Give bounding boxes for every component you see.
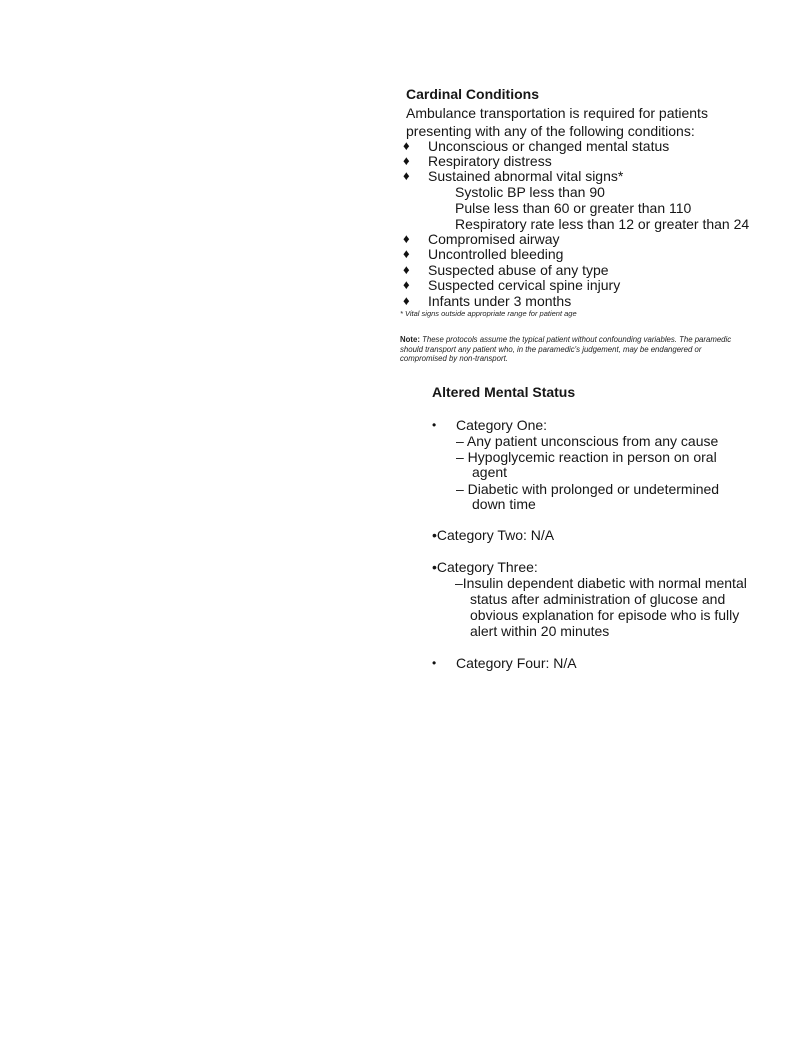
cardinal-intro-line-2: presenting with any of the following conditions: — [406, 123, 695, 139]
category-three-line: status after administration of glucose and — [470, 591, 726, 607]
cardinal-item: Uncontrolled bleeding — [428, 246, 564, 262]
diamond-bullet-icon: ♦ — [403, 262, 410, 277]
diamond-bullet-icon: ♦ — [403, 168, 410, 183]
cardinal-item: Sustained abnormal vital signs* — [428, 168, 624, 184]
cardinal-item: Suspected abuse of any type — [428, 262, 609, 278]
diamond-bullet-icon: ♦ — [403, 277, 410, 292]
cardinal-item: Compromised airway — [428, 231, 560, 247]
bullet-icon: • — [432, 418, 437, 432]
note-text: These protocols assume the typical patient without confounding variables. The paramedic should transport any patient who, in the paramedic's judgement, may be endangered or compromised by non-transport. — [400, 335, 732, 363]
category-two: •Category Two: N/A — [432, 527, 555, 543]
cardinal-item: Infants under 3 months — [428, 293, 572, 309]
vital-sign-criterion: Pulse less than 60 or greater than 110 — [455, 200, 692, 216]
diamond-bullet-icon: ♦ — [403, 138, 410, 153]
protocol-note — [400, 335, 750, 364]
category-one-item: – Hypoglycemic reaction in person on oral — [456, 449, 717, 465]
altered-mental-status-heading: Altered Mental Status — [432, 384, 576, 400]
cardinal-conditions-heading: Cardinal Conditions — [406, 86, 539, 102]
category-one-item: – Any patient unconscious from any cause — [456, 433, 719, 449]
cardinal-item: Respiratory distress — [428, 153, 552, 169]
diamond-bullet-icon: ♦ — [403, 153, 410, 168]
category-one-item-continuation: agent — [472, 464, 508, 480]
diamond-bullet-icon: ♦ — [403, 293, 410, 308]
category-one-item-continuation: down time — [472, 496, 536, 512]
diamond-bullet-icon: ♦ — [403, 246, 410, 261]
diamond-bullet-icon: ♦ — [403, 231, 410, 246]
category-three-label: •Category Three: — [432, 559, 538, 575]
category-three-line: obvious explanation for episode who is fully — [470, 607, 740, 623]
bullet-icon: • — [432, 656, 437, 670]
cardinal-intro-line-1: Ambulance transportation is required for patients — [406, 105, 708, 121]
vital-signs-footnote: * Vital signs outside appropriate range for patient age — [400, 309, 577, 318]
cardinal-item: Suspected cervical spine injury — [428, 277, 621, 293]
category-one-item: – Diabetic with prolonged or undetermined — [456, 481, 720, 497]
cardinal-item: Unconscious or changed mental status — [428, 138, 670, 154]
category-three-line: –Insulin dependent diabetic with normal mental — [455, 575, 747, 591]
category-three-line: alert within 20 minutes — [470, 623, 610, 639]
vital-sign-criterion: Systolic BP less than 90 — [455, 184, 605, 200]
category-four: Category Four: N/A — [456, 655, 577, 671]
note-label: Note: — [400, 335, 420, 344]
vital-sign-criterion: Respiratory rate less than 12 or greater than 24 — [455, 216, 750, 232]
category-one-label: Category One: — [456, 417, 548, 433]
